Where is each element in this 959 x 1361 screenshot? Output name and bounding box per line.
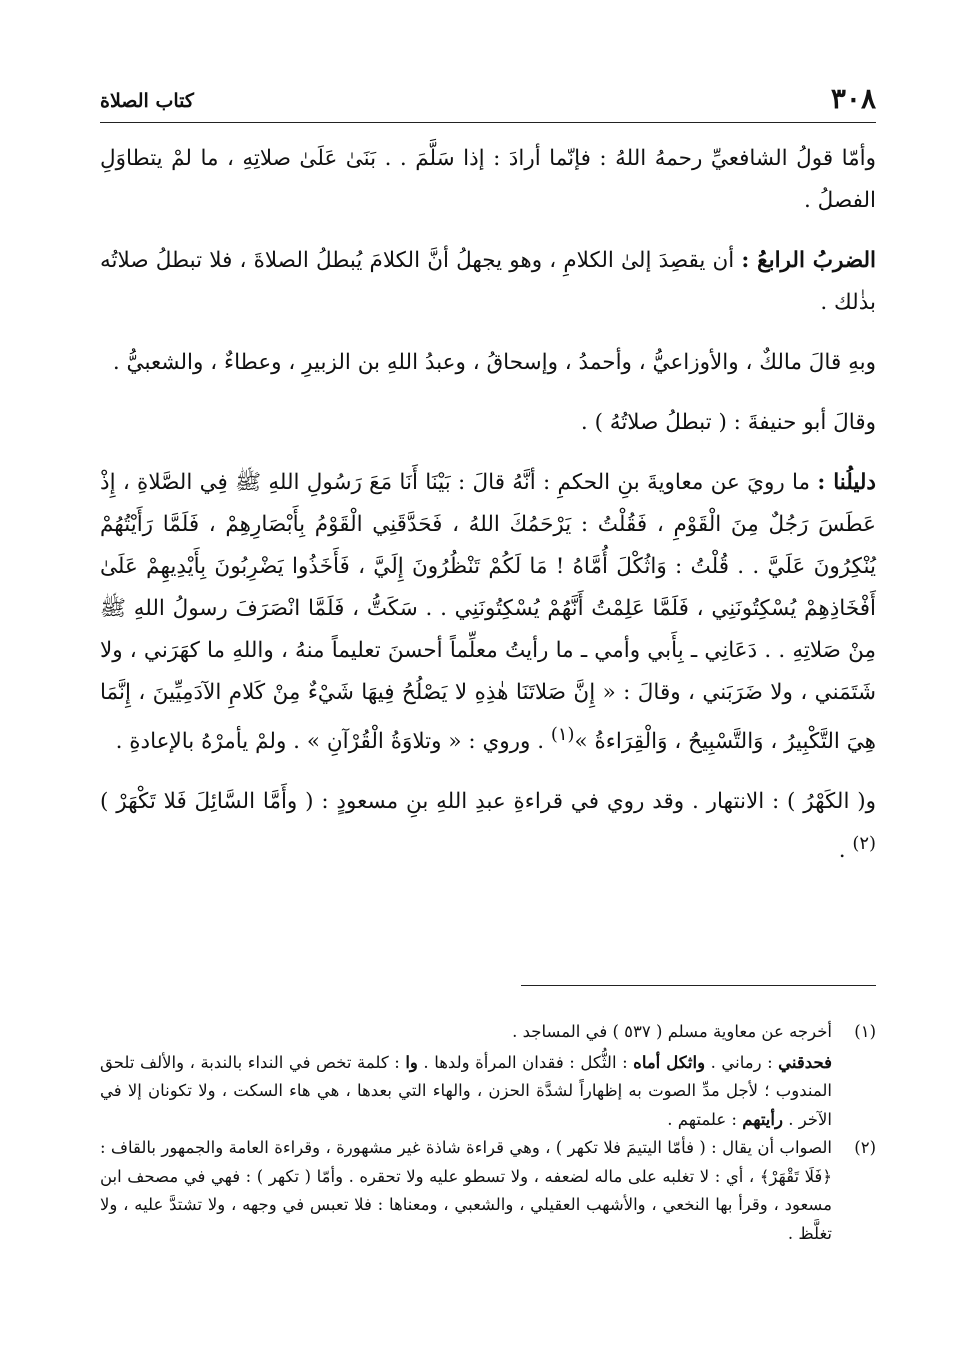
main-text: [100, 138, 876, 890]
footnote-number: (١): [854, 1022, 876, 1041]
evidence-label: دليلُنا :: [817, 470, 876, 495]
paragraph-fourth-type: الضربُ الرابعُ : أن يقصِدَ إلىٰ الكلامِ ، وهو يجهلُ أنَّ الكلامَ يُبطلُ الصلاةَ ، فلا تبطلُ صلاتُه بذٰلك .: [100, 248, 876, 315]
footnote-2: [100, 1134, 876, 1248]
footnote-separator: [521, 985, 876, 986]
footnotes: [100, 1018, 876, 1250]
footnote-1-glossary: فحدقني : رماني . واثكل أماه : الثُّكل : فقدان المرأة ولدها . وا : كلمة تخص في النداء بالندبة ، والألف تلحق المندوب ؛ لأجل مدِّ الصوت به إظهاراً لشدَّة الحزن ، والهاء التي بعدها ، هي هاء السكت ، ولا تكونان إلا في الآخر . رأيتهم : علمتهم .: [100, 1052, 832, 1129]
footnote-1: [100, 1018, 876, 1047]
footnote-text: أخرجه عن معاوية مسلم ( ٥٣٧ ) في المساجد .: [512, 1022, 832, 1041]
footnote-ref-1[interactable]: (١): [550, 724, 575, 745]
running-title: كتاب الصلاة: [100, 90, 194, 112]
paragraph-evidence: دليلُنا : ما رويَ عن معاويةَ بنِ الحكمِ : أنَّهُ قالَ : بَيْنَا أَنَا مَعَ رَسُولِ اللهِ ﷺ فِي الصَّلاةِ ، إِذْ عَطَسَ رَجُلٌ مِنَ الْقَوْمِ ، فَقُلْتُ : يَرْحَمُكَ اللهُ ، فَحَدَّقَنِي الْقَوْمُ بِأَبْصَارِهِمْ ، فَلَمَّا رَأَيْتُهُمْ يُنْكِرُونَ عَلَيَّ . . قُلْتُ : وَاثُكْلَ أُمَّاهُ ! مَا لَكُمْ تَنْظُرُونَ إِلَيَّ ، فَأَخَذُوا يَضْرِبُونَ بِأَيْدِيهِمْ عَلَىٰ أَفْخَاذِهِمْ يُسْكِتُونَنِي ، فَلَمَّا عَلِمْتُ أَنَّهُمْ يُسْكِتُونَنِي . . سَكَتُّ ، فَلَمَّا انْصَرَفَ رسولُ اللهِ ﷺ مِنْ صَلاتِهِ . . دَعَانِي ـ بِأَبي وأمي ـ ما رأيتُ معلِّماً أحسنَ تعليماً منهُ ، واللهِ ما كهَرَني ، ولا شَتَمَني ، ولا ضَرَبَني ، وقالَ : « إِنَّ صَلاتَنَا هٰذِهِ لا يَصْلُحُ فِيهَا شَيْءٌ مِنْ كَلامِ الآدَمِيِّينَ ، إِنَّمَا هِيَ التَّكْبِيرُ ، وَالتَّسْبِيحُ ، وَالْقِرَاءةُ »$^{(١)}$ . وروي : « وتلاوَةُ الْقُرْآنِ » . ولمْ يأمرْهُ بالإعادةِ .: [100, 470, 876, 755]
paragraph-abu-hanifa: وقالَ أبو حنيفةَ : ( تبطلُ صلاتُهُ ) .: [580, 410, 876, 435]
paragraph-shafii: وأمّا قولُ الشافعيِّ رحمهُ اللهُ : فإنّما أرادَ : إذا سَلَّمَ . . بَنَىٰ عَلَىٰ صلاتِهِ ، ما لمْ يتطاوَلِ الفصلُ .: [100, 146, 876, 213]
paragraph-scholars: وبهِ قالَ مالكٌ ، والأوزاعيُّ ، وأحمدُ ، وإسحاقُ ، وعبدُ اللهِ بن الزبيرِ ، وعطاءٌ ، والشعبيُّ .: [112, 350, 876, 375]
footnote-text: الصواب أن يقال : ( فأمّا اليتيمَ فلا تكهر ) ، وهي قراءة شاذة غير مشهورة ، وقراءة العامة والجمهور بالقاف : ﴿فَلَا تَقْهَرْ﴾ ، أي : لا تغلبه على ماله لضعفه ، ولا تسطو عليه ولا تحقره . وأمّا ( تكهر ) : فهي في مصحف ابن مسعود ، وقرأ بها النخعي ، والأشهب العقيلي ، والشعبي ، ومعناها : فلا تعبس في وجهه ، ولا تشتدَّ عليه ، ولا تغلَّظ .: [100, 1138, 832, 1243]
paragraph-kahr: و( الكَهْرُ ) : الانتهار . وقد روي في قراءةِ عبدِ اللهِ بنِ مسعودٍ : ( وأَمَّا السَّائِلَ فَلا تَكْهَرْ )$^{(٢)}$ .: [100, 789, 876, 864]
page-number: ٣٠٨: [830, 82, 876, 115]
page-header: [100, 78, 876, 123]
section-label: الضربُ الرابعُ :: [741, 248, 876, 273]
footnote-ref-2[interactable]: (٢): [852, 833, 876, 855]
footnote-number: (٢): [854, 1138, 876, 1157]
